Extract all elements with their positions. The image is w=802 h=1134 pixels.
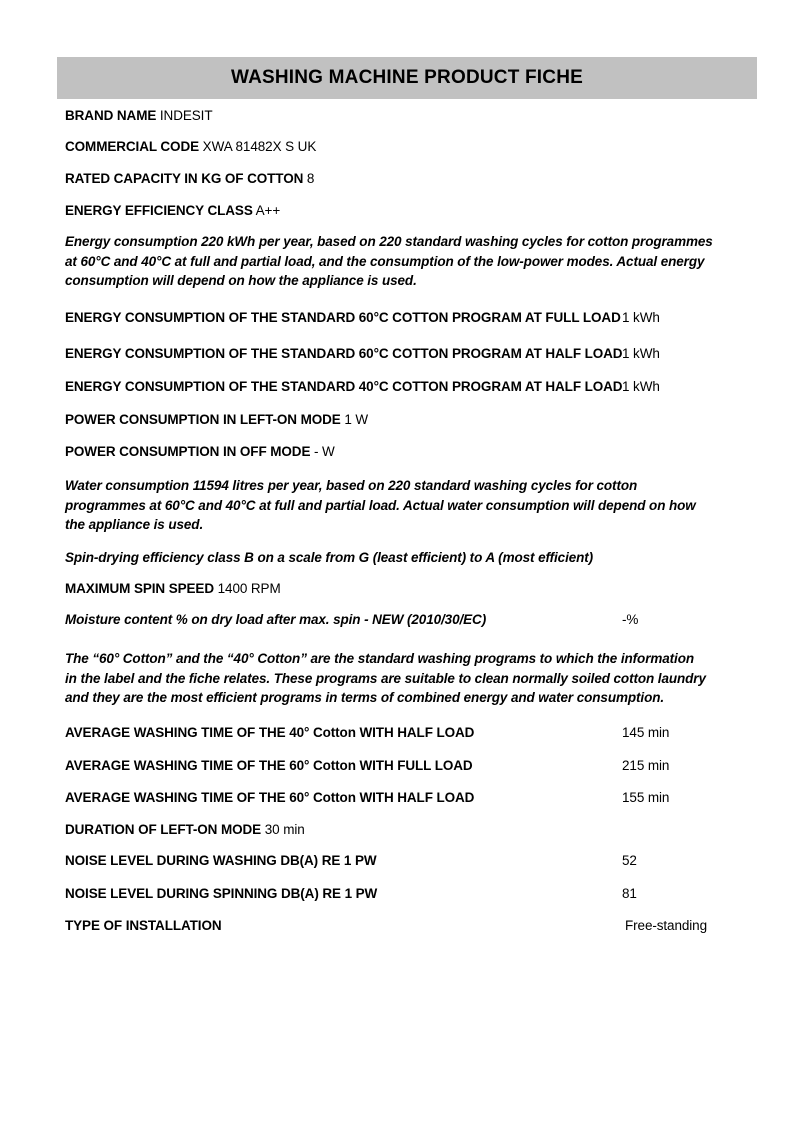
paragraph-line: at 60°C and 40°C at full and partial load, and the consumption of the low-power modes. Actual energy <box>65 253 705 269</box>
field-value: 81 <box>622 886 637 901</box>
paragraph-cotton-note <box>65 649 765 708</box>
field-energy-60-full-load <box>65 310 765 326</box>
field-duration-left-on-mode <box>65 822 765 838</box>
field-label: ENERGY EFFICIENCY CLASS <box>65 203 253 218</box>
field-avg-time-60-full-load <box>65 758 765 774</box>
field-label: MAXIMUM SPIN SPEED <box>65 581 214 596</box>
field-label: RATED CAPACITY IN KG OF COTTON <box>65 171 304 186</box>
paragraph-line: The “60° Cotton” and the “40° Cotton” are the standard washing programs to which the information <box>65 651 694 666</box>
paragraph-line: Energy consumption 220 kWh per year, based on 220 standard washing cycles for cotton programmes <box>65 234 713 249</box>
field-label: COMMERCIAL CODE <box>65 139 200 154</box>
field-spin-drying-class <box>65 548 765 568</box>
field-label: ENERGY CONSUMPTION OF THE STANDARD 40°C COTTON PROGRAM AT HALF LOAD <box>65 379 623 394</box>
field-value: 215 min <box>622 758 670 773</box>
field-label: BRAND NAME <box>65 108 157 123</box>
field-value: 30 min <box>264 822 305 837</box>
field-avg-time-60-half-load <box>65 790 765 806</box>
field-value: Free-standing <box>625 918 707 933</box>
field-label: AVERAGE WASHING TIME OF THE 60° Cotton WITH FULL LOAD <box>65 758 473 773</box>
field-label: NOISE LEVEL DURING WASHING DB(A) RE 1 PW <box>65 853 377 868</box>
field-label: AVERAGE WASHING TIME OF THE 40° Cotton WITH HALF LOAD <box>65 725 475 740</box>
field-energy-40-half-load <box>65 379 765 395</box>
field-moisture-content <box>65 612 765 628</box>
paragraph-water-note <box>65 476 765 535</box>
field-label: TYPE OF INSTALLATION <box>65 918 222 933</box>
page-title: WASHING MACHINE PRODUCT FICHE <box>230 67 584 88</box>
field-value: INDESIT <box>159 108 213 123</box>
paragraph-line: the appliance is used. <box>65 517 204 532</box>
paragraph-line: in the label and the fiche relates. These programs are suitable to clean normally soiled cotton laundry <box>65 670 706 686</box>
field-value: 8 <box>306 171 315 186</box>
field-label: ENERGY CONSUMPTION OF THE STANDARD 60°C COTTON PROGRAM AT FULL LOAD <box>65 310 621 325</box>
field-noise-washing <box>65 853 765 869</box>
field-label: AVERAGE WASHING TIME OF THE 60° Cotton WITH HALF LOAD <box>65 790 475 805</box>
field-rated-capacity <box>65 171 765 187</box>
field-label: ENERGY CONSUMPTION OF THE STANDARD 60°C COTTON PROGRAM AT HALF LOAD <box>65 346 623 361</box>
field-avg-time-40-half-load <box>65 725 765 741</box>
field-value: 52 <box>622 853 637 868</box>
paragraph-line: Water consumption 11594 litres per year, based on 220 standard washing cycles for cotton <box>65 478 638 493</box>
field-energy-60-half-load <box>65 346 765 362</box>
paragraph-energy-note <box>65 232 765 291</box>
field-type-of-installation <box>65 918 765 934</box>
field-label: POWER CONSUMPTION IN LEFT-ON MODE <box>65 412 341 427</box>
field-value: 1 kWh <box>622 346 660 361</box>
field-value: 1 W <box>344 412 369 427</box>
field-value: 155 min <box>622 790 670 805</box>
field-label: Moisture content % on dry load after max. spin - NEW (2010/30/EC) <box>65 612 487 627</box>
field-brand-name <box>65 108 765 124</box>
field-power-off-mode <box>65 444 765 460</box>
field-label: DURATION OF LEFT-ON MODE <box>65 822 262 837</box>
field-power-left-on-mode <box>65 412 765 428</box>
field-value: 1 kWh <box>622 310 660 325</box>
paragraph-line: and they are the most efficient programs in terms of combined energy and water consumption. <box>65 690 665 705</box>
field-label: POWER CONSUMPTION IN OFF MODE <box>65 444 311 459</box>
field-value: 1400 RPM <box>217 581 281 596</box>
field-value: 1 kWh <box>622 379 660 394</box>
paragraph-line: consumption will depend on how the appliance is used. <box>65 273 417 288</box>
field-label: NOISE LEVEL DURING SPINNING DB(A) RE 1 PW <box>65 886 378 901</box>
field-value: XWA 81482X S UK <box>202 139 317 154</box>
field-value: A++ <box>255 203 281 218</box>
field-noise-spinning <box>65 886 765 902</box>
field-value: - W <box>314 444 335 459</box>
field-value: -% <box>622 612 639 627</box>
field-commercial-code <box>65 139 765 155</box>
field-value: 145 min <box>622 725 670 740</box>
field-energy-efficiency-class <box>65 203 765 219</box>
field-label: Spin-drying efficiency class B on a scale from G (least efficient) to A (most efficient) <box>65 550 594 565</box>
paragraph-line: programmes at 60°C and 40°C at full and partial load. Actual water consumption will depend on how <box>65 497 696 513</box>
field-maximum-spin-speed <box>65 581 765 597</box>
title-bar <box>57 57 757 99</box>
